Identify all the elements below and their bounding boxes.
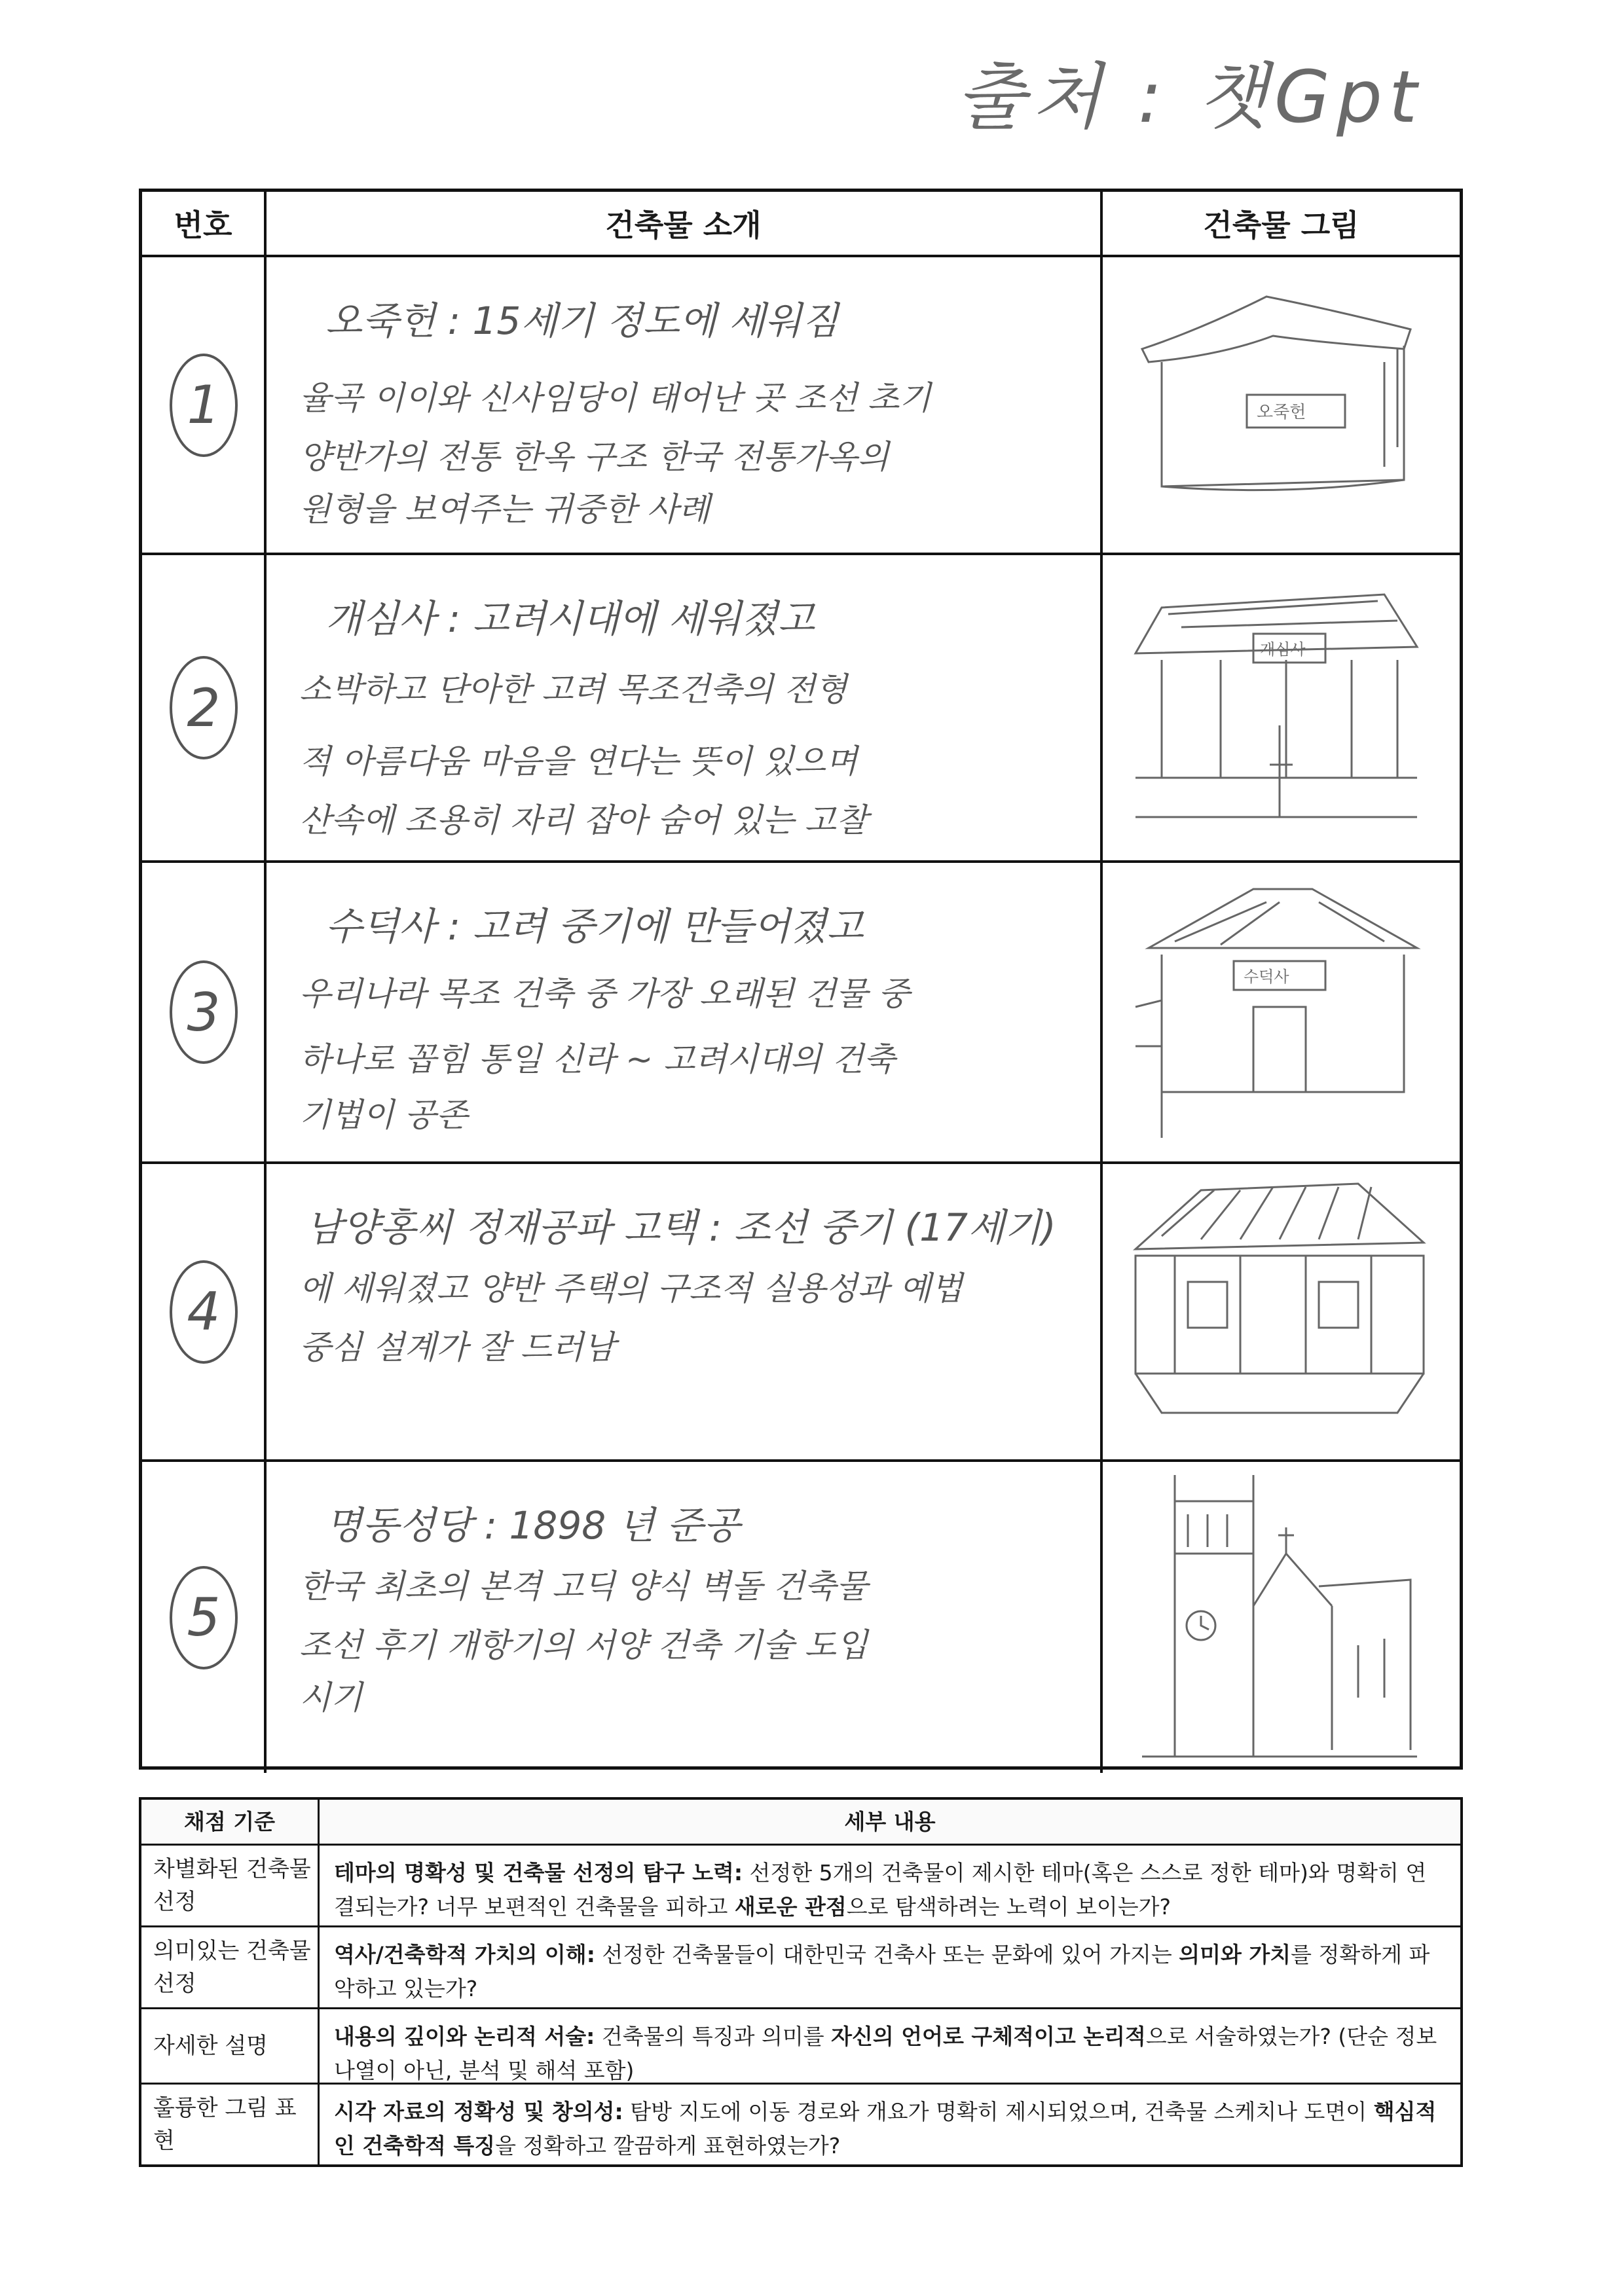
row-number: 2 xyxy=(170,656,238,759)
row-number: 4 xyxy=(170,1260,238,1364)
house-sketch-icon xyxy=(1122,1177,1430,1452)
number-cell xyxy=(142,1164,267,1459)
criteria-row xyxy=(141,1846,1460,1927)
detail-text: 선정한 5개의 건축물이 제시한 테마(혹은 스스로 정한 테마)와 명확히 연결되는가? 너무 보편적인 건축물을 피하고 xyxy=(334,1860,1427,1920)
intro-cell xyxy=(267,863,1103,1161)
number-cell xyxy=(142,555,267,860)
detail-text: 건축물의 특징과 의미를 xyxy=(595,2024,832,2049)
drawing-cell xyxy=(1103,1164,1460,1459)
intro-line: 적 아름다움 마음을 연다는 뜻이 있으며 xyxy=(299,742,858,780)
intro-line: 양반가의 전통 한옥 구조 한국 전통가옥의 xyxy=(299,438,889,476)
temple-sketch-icon xyxy=(1122,876,1424,1151)
drawing-cell xyxy=(1103,555,1460,860)
criterion-detail xyxy=(320,1846,1460,1925)
cathedral-sketch-icon xyxy=(1122,1475,1424,1763)
intro-cell xyxy=(267,257,1103,553)
intro-line: 하나로 꼽힘 통일 신라 ~ 고려시대의 건축 xyxy=(299,1040,896,1078)
table-row xyxy=(142,863,1460,1164)
criterion-name: 의미있는 건축물 선정 xyxy=(141,1927,320,2007)
detail-emphasis: 새로운 관점 xyxy=(734,1894,847,1920)
intro-line: 율곡 이이와 신사임당이 태어난 곳 조선 초기 xyxy=(299,379,931,417)
detail-lead: 역사/건축학적 가치의 이해: xyxy=(334,1942,595,1967)
building-title: 개심사 : 고려시대에 세워졌고 xyxy=(325,596,815,641)
header-intro: 건축물 소개 xyxy=(267,192,1103,255)
building-title: 명동성당 : 1898 년 준공 xyxy=(325,1503,741,1548)
detail-lead: 테마의 명확성 및 건축물 선정의 탐구 노력: xyxy=(334,1860,743,1886)
intro-line: 기법이 공존 xyxy=(299,1096,468,1134)
table-row xyxy=(142,257,1460,555)
header-criterion: 채점 기준 xyxy=(141,1800,320,1844)
detail-text: 탐방 지도에 이동 경로와 개요가 명확히 제시되었으며, 건축물 스케치나 도면이 xyxy=(623,2099,1374,2124)
row-number: 5 xyxy=(170,1566,238,1669)
detail-text: 선정한 건축물들이 대한민국 건축사 또는 문화에 있어 가지는 xyxy=(595,1942,1179,1967)
criteria-row xyxy=(141,1927,1460,2009)
detail-text: 으로 탐색하려는 노력이 보이는가? xyxy=(846,1894,1172,1920)
intro-line: 시기 xyxy=(299,1679,363,1717)
detail-emphasis: 의미와 가치 xyxy=(1179,1942,1291,1967)
detail-text: 으로 서술하였는가? (단순 정보 나열이 아닌, 분석 및 해석 포함) xyxy=(334,2024,1437,2083)
sign-text: 수덕사 xyxy=(1244,968,1289,986)
criterion-detail xyxy=(320,2085,1460,2164)
row-number: 3 xyxy=(170,960,238,1064)
source-note: 출처 : 챗Gpt xyxy=(956,55,1424,139)
temple-sketch-icon xyxy=(1122,568,1424,850)
number-cell xyxy=(142,1462,267,1773)
intro-line: 원형을 보여주는 귀중한 사례 xyxy=(299,490,710,528)
criteria-row xyxy=(141,2085,1460,2164)
intro-line: 조선 후기 개항기의 서양 건축 기술 도입 xyxy=(299,1626,868,1664)
intro-line: 에 세워졌고 양반 주택의 구조적 실용성과 예법 xyxy=(299,1269,963,1307)
criteria-row xyxy=(141,2009,1460,2085)
intro-cell xyxy=(267,1462,1103,1773)
header-number: 번호 xyxy=(142,192,267,255)
detail-emphasis: 핵심적인 건축학적 특징 xyxy=(334,2099,1437,2159)
criterion-name: 차별화된 건축물 선정 xyxy=(141,1846,320,1925)
sign-text: 개심사 xyxy=(1260,640,1306,659)
table-row xyxy=(142,1462,1460,1773)
grading-criteria-table xyxy=(139,1797,1463,2167)
detail-lead: 시각 자료의 정확성 및 창의성: xyxy=(334,2099,623,2124)
table-header-row xyxy=(142,192,1460,257)
building-title: 수덕사 : 고려 중기에 만들어졌고 xyxy=(325,904,864,949)
criterion-detail xyxy=(320,1927,1460,2007)
criteria-header-row xyxy=(141,1800,1460,1846)
detail-lead: 내용의 깊이와 논리적 서술: xyxy=(334,2024,595,2049)
detail-text: 를 정확하게 파악하고 있는가? xyxy=(334,1942,1430,2001)
table-row xyxy=(142,1164,1460,1462)
table-row xyxy=(142,555,1460,863)
row-number: 1 xyxy=(170,354,238,457)
number-cell xyxy=(142,863,267,1161)
intro-line: 중심 설계가 잘 드러남 xyxy=(299,1328,616,1366)
house-sketch-icon xyxy=(1122,270,1424,532)
criterion-detail xyxy=(320,2009,1460,2083)
number-cell xyxy=(142,257,267,553)
intro-cell xyxy=(267,1164,1103,1459)
header-drawing: 건축물 그림 xyxy=(1203,208,1359,243)
building-title: 남양홍씨 정재공파 고택 : 조선 중기 (17세기) xyxy=(306,1205,1056,1250)
building-table xyxy=(139,189,1463,1770)
detail-emphasis: 자신의 언어로 구체적이고 논리적 xyxy=(831,2024,1146,2049)
intro-cell xyxy=(267,555,1103,860)
criterion-name: 훌륭한 그림 표현 xyxy=(141,2085,320,2164)
drawing-cell xyxy=(1103,863,1460,1161)
intro-line: 산속에 조용히 자리 잡아 숨어 있는 고찰 xyxy=(299,801,868,839)
detail-text: 을 정확하고 깔끔하게 표현하였는가? xyxy=(495,2133,841,2159)
drawing-cell xyxy=(1103,1462,1460,1773)
drawing-cell xyxy=(1103,257,1460,553)
intro-line: 우리나라 목조 건축 중 가장 오래된 건물 중 xyxy=(299,975,910,1013)
intro-line: 한국 최초의 본격 고딕 양식 벽돌 건축물 xyxy=(299,1567,868,1605)
sign-text: 오죽헌 xyxy=(1257,403,1306,422)
criterion-name: 자세한 설명 xyxy=(141,2009,320,2083)
header-detail: 세부 내용 xyxy=(320,1800,1460,1844)
intro-line: 소박하고 단아한 고려 목조건축의 전형 xyxy=(299,670,847,708)
building-title: 오죽헌 : 15세기 정도에 세워짐 xyxy=(325,299,839,343)
